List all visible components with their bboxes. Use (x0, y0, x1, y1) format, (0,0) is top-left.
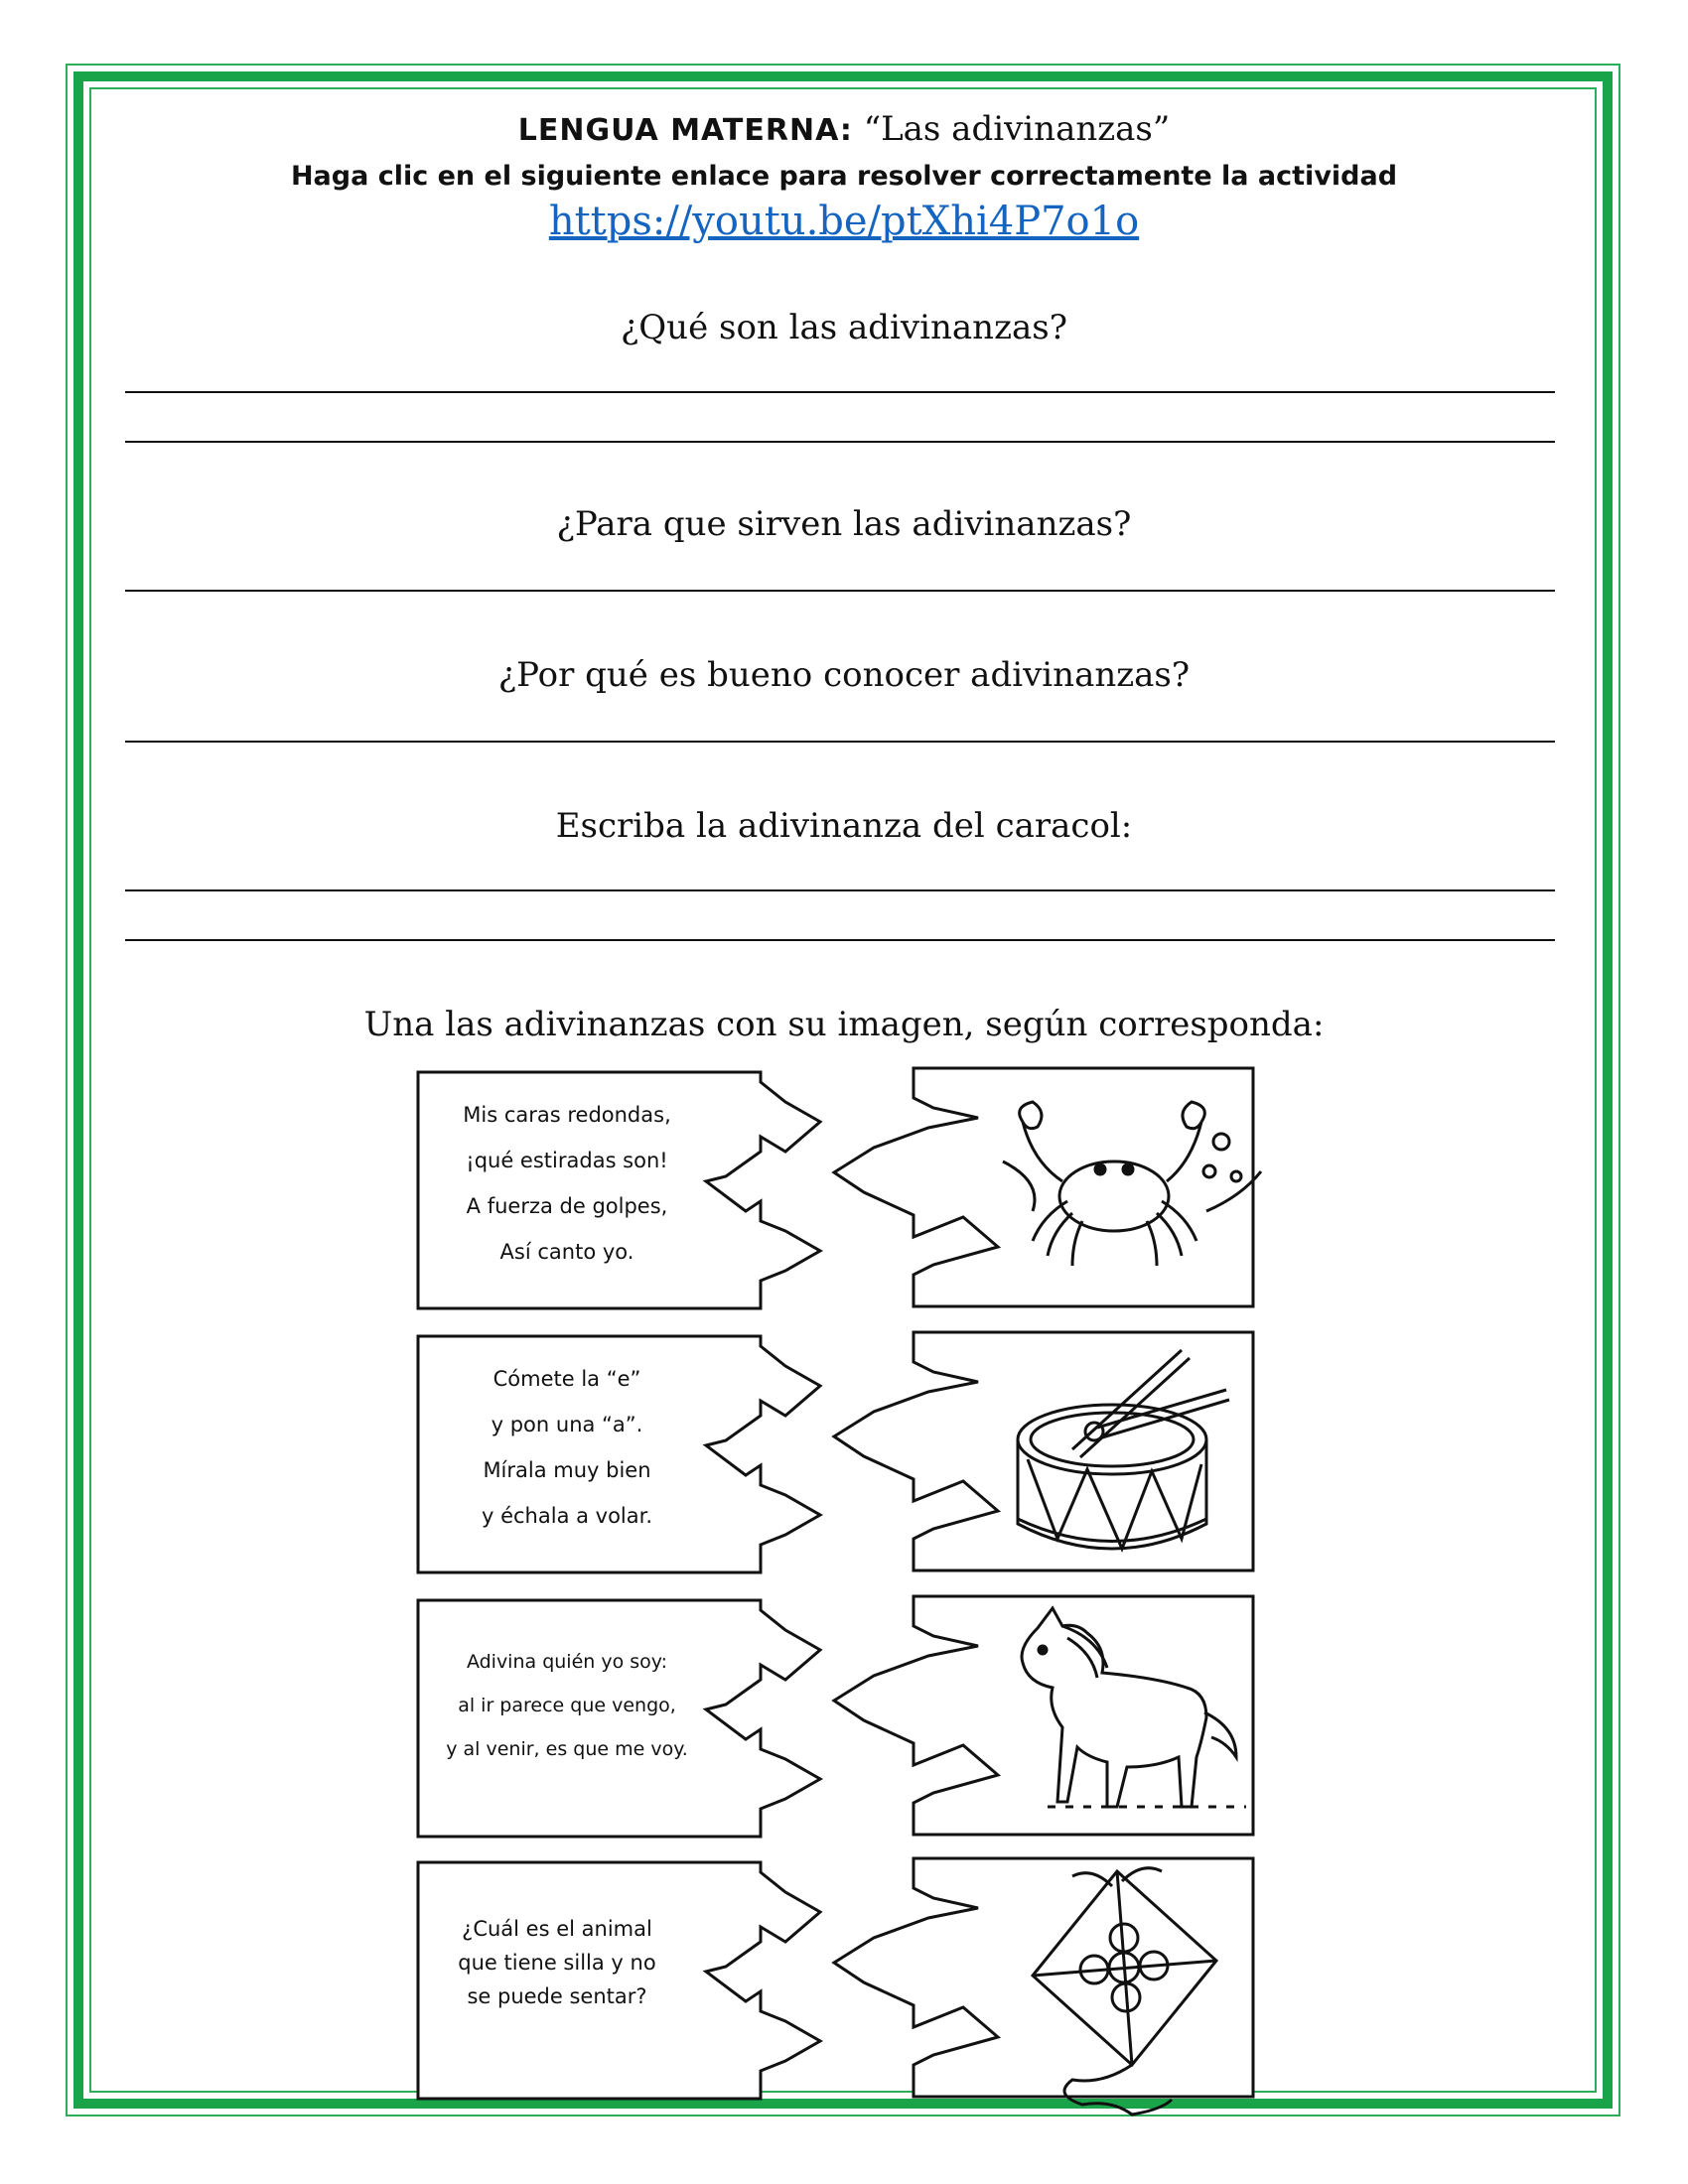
riddle-line: Cómete la “e” (492, 1367, 641, 1391)
question-3: ¿Por qué es bueno conocer adivinanzas? (497, 655, 1191, 695)
riddle-line: A fuerza de golpes, (466, 1194, 668, 1218)
riddle-line: al ir parece que vengo, (458, 1695, 676, 1716)
riddle-line: ¿Cuál es el animal (462, 1917, 652, 1941)
question-4: Escriba la adivinanza del caracol: (555, 806, 1133, 846)
riddle-2 (418, 1356, 716, 1539)
topic-title: “Las adivinanzas” (863, 109, 1171, 149)
riddle-line: y pon una “a”. (491, 1413, 643, 1436)
question-2: ¿Para que sirven las adivinanzas? (556, 504, 1132, 544)
riddle-line: y échala a volar. (481, 1504, 653, 1528)
riddle-line: ¡qué estiradas son! (466, 1149, 668, 1172)
riddle-3 (418, 1640, 716, 1771)
riddle-line: Mis caras redondas, (463, 1103, 671, 1127)
riddle-line: Adivina quién yo soy: (466, 1651, 668, 1673)
matching-instruction: Una las adivinanzas con su imagen, según corresponda: (363, 1005, 1325, 1044)
riddle-4 (418, 1912, 696, 2013)
subject-label: LENGUA MATERNA: (517, 113, 853, 148)
riddle-line: Mírala muy bien (483, 1458, 651, 1482)
riddle-1 (418, 1092, 716, 1275)
riddle-line: se puede sentar? (467, 1984, 647, 2008)
riddle-line: Así canto yo. (499, 1240, 634, 1264)
riddle-line: que tiene silla y no (458, 1951, 656, 1975)
riddle-line: y al venir, es que me voy. (446, 1738, 688, 1760)
instruction-text: Haga clic en el siguiente enlace para resolver correctamente la actividad (290, 161, 1398, 192)
video-link[interactable]: https://youtu.be/ptXhi4P7o1o (548, 199, 1140, 244)
question-1: ¿Qué son las adivinanzas? (621, 308, 1067, 347)
